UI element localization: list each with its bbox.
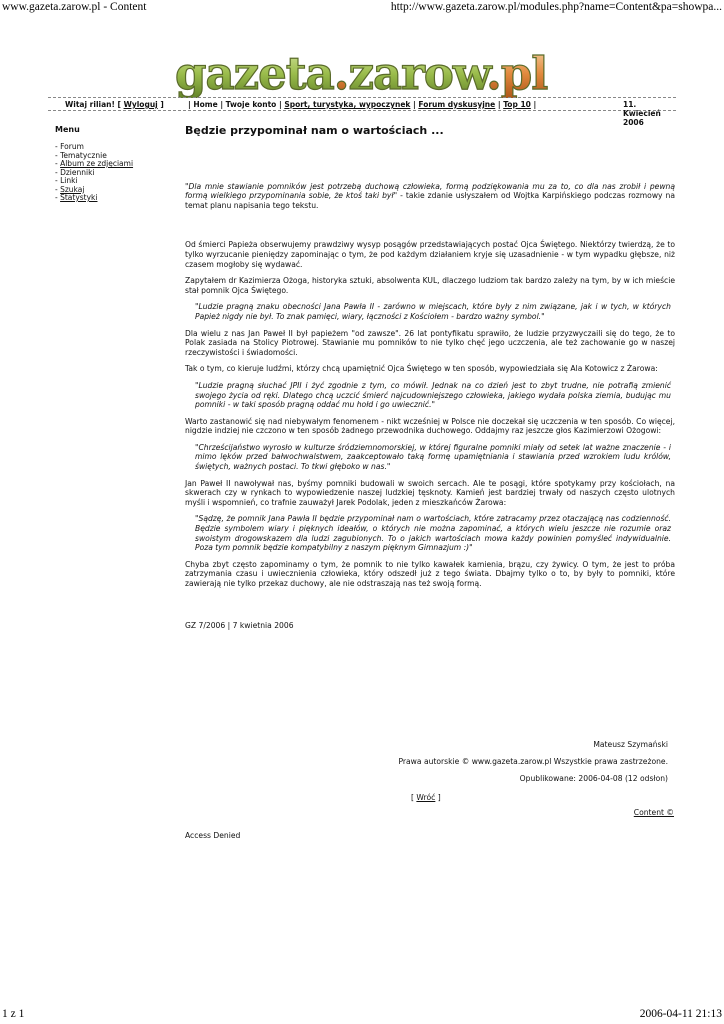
logo-part-pl: pl (500, 48, 548, 98)
print-timestamp: 2006-04-11 21:13 (639, 1008, 722, 1020)
welcome-suffix: ] (157, 100, 164, 109)
back-link-wrapper (411, 793, 441, 802)
nav-separator: | (217, 100, 226, 109)
menu-list (55, 143, 165, 203)
intro-quote: "Dla mnie stawianie pomników jest potrzebą duchową człowieka, formą podziękowania mu za to, co dla nas zrobił i pewną formą wielkiego przypominania sobie, że ktoś taki był" (185, 181, 675, 201)
quote: "Sądzę, że pomnik Jana Pawła II będzie przypominał nam o wartościach, które zatracamy przez otaczającą nas codzienność. Będzie symbolem wiary i pięknych ideałów, o których nie można zapominać, a których wielu jeszcze nie rozumie oraz swoistym drogowskazem dla ludzi zagubionych. To o jakich wartościach mowa każdy powinien pomyśleć indywidualnie. Poza tym pomnik będzie kompatybilny z naszym pięknym Gimnazjum :)" (195, 514, 671, 553)
nav-separator: | (410, 100, 419, 109)
bracket-open: [ (411, 793, 417, 802)
quote: "Ludzie pragną słuchać JPII i żyć zgodnie z tym, co mówił. Jednak na co dzień jest to zbyt trudne, nie potrafią zmienić swojego życia od ręki. Dlatego chcą uczcić śmierć najcudowniejszego człowieka, jakiego wydała polska ziemia, budując mu pomniki - w taki sposób pragną oddać mu hołd i go uwiecznić." (195, 380, 671, 410)
intro-rest: - takie zdanie usłyszałem od Wojtka Karpińskiego podczas rozmowy na temat planu napisania tego tekstu. (185, 191, 675, 210)
menu-item-label: Album ze zdjęciami (60, 159, 134, 168)
logo-part-gazeta: gazeta (175, 48, 334, 98)
menu-bullet: - (55, 159, 61, 168)
nav-separator: | (188, 100, 194, 109)
menu-bullet: - (55, 184, 61, 194)
paragraph: Zapytałem dr Kazimierza Ożoga, historyka sztuki, absolwenta KUL, dlaczego ludziom tak bardzo zależy na tym, by w ich mieście stał pomnik Ojca Świętego. (185, 276, 675, 295)
logout-link[interactable]: Wyloguj (123, 100, 158, 109)
nav-separator: | (530, 100, 537, 109)
menu-item-label: Forum (60, 142, 84, 151)
nav-home-link[interactable]: Home (193, 100, 218, 109)
menu-item-statystyki[interactable] (55, 194, 165, 203)
menu-item-label: Statystyki (60, 193, 98, 202)
paragraph: Od śmierci Papieża obserwujemy prawdziwy wysyp posągów przedstawiających postać Ojca Świętego. Niektórzy twierdzą, że to tylko wyrzucanie pieniędzy zapominając o tym, że pod każdym działaniem kryje się uzasadnienie - w tym wypadku głębsze, niż czasem mogłoby się wydawać. (185, 240, 675, 269)
paragraph: Jan Paweł II nawoływał nas, byśmy pomniki budowali w swoich sercach. Ale te posągi, które spotykamy przy kościołach, na skwerach czy w rynkach to wypowiedzenie naszej ludzkiej tęsknoty. Kamień jest bardziej trwały od naszych często ulotnych myśli i wspomnień, co trafnie zauważył Jarek Podolak, jeden z mieszkańców Żarowa: (185, 478, 675, 507)
paragraph: Warto zastanowić się nad niebywałym fenomenem - nikt wcześniej w Polsce nie doczekał się uczczenia w ten sposób. Co więcej, nigdzie indziej nie czczono w ten sposób żadnego przewodnika duchowego. Oddajmy raz jeszcze głos Kazimierzowi Ożogowi: (185, 416, 675, 436)
welcome-text (65, 100, 164, 109)
print-footer (2, 1008, 722, 1022)
menu-item-label: Tematycznie (60, 150, 107, 160)
quote: "Chrześcijaństwo wyrosło w kulturze śródziemnomorskiej, w której figuralne pomniki miały od setek lat ważne znaczenie - i mimo lęków przed bałwochwalstwem, zaakceptowało taką formę upamiętniania i stawiania przed wzrokiem ludu królów, świętych, ważnych postaci. To tkwi głęboko w nas." (195, 442, 671, 472)
menu-bullet: - (55, 193, 61, 202)
logo-dot-2: . (486, 48, 501, 98)
page-number: 1 z 1 (2, 1008, 25, 1020)
bracket-close: ] (435, 793, 441, 802)
current-date: 11. Kwiecień 2006 (623, 100, 661, 127)
paragraph: Tak o tym, co kieruje ludźmi, którzy chcą upamiętnić Ojca Świętego w ten sposób, wypowiedziała się Ala Kotowicz z Żarowa: (185, 364, 658, 374)
nav-sport-link[interactable]: Sport, turystyka, wypoczynek (284, 100, 411, 109)
nav-forum-link[interactable]: Forum dyskusyjne (418, 100, 496, 109)
print-header-title: www.gazeta.zarow.pl - Content (2, 1, 147, 13)
access-denied-text: Access Denied (185, 831, 241, 840)
paragraph: Chyba zbyt często zapominamy o tym, że pomnik to nie tylko kawałek kamienia, brązu, czy żywicy. O tym, że jest to próba zatrzymania czasu i uwiecznienia człowieka, który odszedł już z tego świata. Dbajmy tylko o to, by były to pomniki, które zawierają nie tylko przekaz duchowy, ale nie odstraszają nas też swoją formą. (185, 559, 675, 588)
paragraph: Dla wielu z nas Jan Paweł II był papieżem "od zawsze". 26 lat pontyfikatu sprawiło, że ludzie przyzwyczaili się do tego, że to Polak zasiada na Stolicy Piotrowej. Stawianie mu pomników to nie tylko chęć jego uczczenia, ale też zachowanie go w naszej rzeczywistości i świadomości. (185, 328, 675, 357)
article-intro (185, 182, 675, 211)
nav-top10-link[interactable]: Top 10 (503, 100, 531, 109)
menu-title: Menu (55, 125, 80, 134)
side-menu (55, 125, 165, 203)
quote: "Ludzie pragną znaku obecności Jana Pawła II - zarówno w miejscach, które były z nim związane, jak i w tych, w których Papież nigdy nie był. To znak pamięci, wiary, łączności z Kościołem - bardzo ważny symbol." (195, 302, 671, 321)
nav-links (188, 100, 536, 109)
print-header-url: http://www.gazeta.zarow.pl/modules.php?name=Content&pa=showpa... (390, 1, 722, 13)
content-link[interactable]: Content © (633, 808, 674, 817)
logo-part-zarow: zarow (348, 48, 487, 98)
svg-text:gazeta.zarow.pl (175, 48, 547, 98)
site-logo[interactable] (172, 48, 558, 98)
nav-separator: | (495, 100, 504, 109)
article-title: Będzie przypominał nam o wartościach ... (185, 124, 444, 137)
nav-account-link[interactable]: Twoje konto (225, 100, 277, 109)
menu-bullet: - (55, 142, 61, 151)
menu-bullet: - (55, 176, 61, 185)
back-link[interactable]: Wróć (416, 793, 436, 802)
logo-dot-1: . (333, 48, 349, 98)
menu-bullet: - (55, 150, 61, 160)
menu-item-label: Dzienniki (60, 167, 95, 177)
published-info: Opublikowane: 2006-04-08 (12 odsłon) (519, 774, 668, 783)
article-source: GZ 7/2006 | 7 kwietnia 2006 (185, 620, 294, 630)
menu-item-label: Szukaj (60, 184, 85, 194)
print-header (2, 1, 722, 15)
nav-separator: | (276, 100, 285, 109)
menu-bullet: - (55, 167, 61, 177)
welcome-prefix: Witaj rilian! [ (65, 100, 124, 109)
copyright-notice: Prawa autorskie © www.gazeta.zarow.pl Wszystkie prawa zastrzeżone. (398, 757, 668, 766)
article-content (185, 126, 675, 630)
top-navigation-bar (48, 97, 676, 127)
menu-item-label: Linki (60, 176, 78, 185)
article-author: Mateusz Szymański (593, 740, 668, 749)
